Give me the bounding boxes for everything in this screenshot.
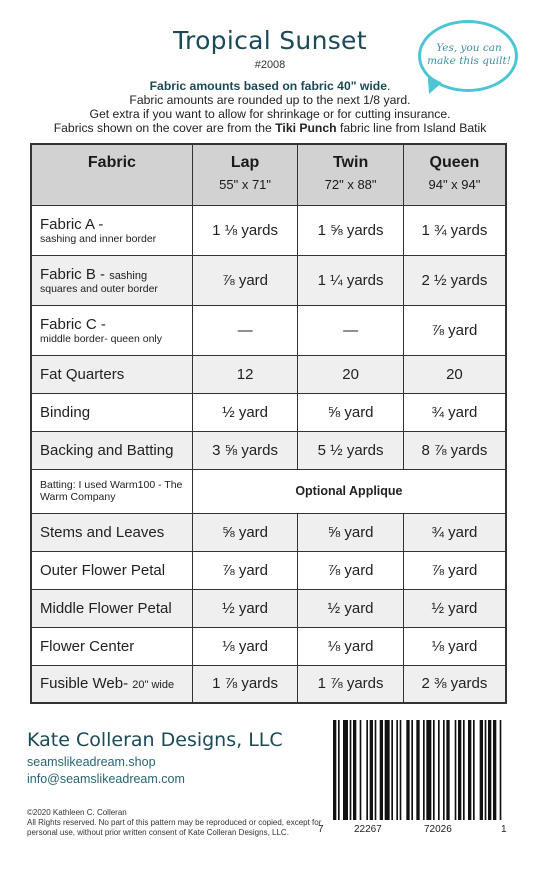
queen-amount: ⅞ yard <box>403 551 506 589</box>
notes-line-1-bold: Fabric amounts based on fabric 40" wide <box>149 79 387 93</box>
header-lap <box>192 144 298 205</box>
twin-amount: ⅝ yard <box>298 393 404 431</box>
fabric-name <box>31 305 192 355</box>
twin-amount: ⅝ yard <box>298 513 404 551</box>
lap-amount: ⅝ yard <box>192 513 298 551</box>
lap-amount: — <box>192 305 298 355</box>
barcode-bar <box>366 720 368 820</box>
fabric-name: Outer Flower Petal <box>31 551 192 589</box>
notes-line-4-bold: Tiki Punch <box>275 121 337 135</box>
queen-amount: ½ yard <box>403 589 506 627</box>
optional-applique-heading: Optional Applique <box>192 469 506 513</box>
barcode-digit-group: 7 <box>318 824 324 835</box>
optional-applique-row <box>31 469 506 513</box>
row-label: Fabric A - <box>40 215 104 233</box>
barcode-bar <box>500 720 502 820</box>
twin-amount: 5 ½ yards <box>298 431 404 469</box>
notes-line-3: Get extra if you want to allow for shrinkage or for cutting insurance. <box>89 107 451 121</box>
lap-amount: ⅞ yard <box>192 551 298 589</box>
row-sublabel: middle border- queen only <box>40 332 162 345</box>
legal-text: All Rights reserved. No part of this pattern may be reproduced or copied, except for personal use, without prior written consent of Kate Colleran Designs, LLC. <box>27 818 322 837</box>
fabric-name: Middle Flower Petal <box>31 589 192 627</box>
barcode-bar <box>411 720 413 820</box>
barcode-bar <box>406 720 409 820</box>
notes-line-4-start: Fabrics shown on the cover are from the <box>53 121 276 135</box>
lap-amount: ⅛ yard <box>192 627 298 665</box>
queen-amount: 2 ½ yards <box>403 255 506 305</box>
pattern-number: #2008 <box>254 59 286 71</box>
barcode-bar <box>473 720 475 820</box>
barcode <box>333 720 503 838</box>
barcode-bar <box>488 720 491 820</box>
row-inline-label: 20" wide <box>132 679 175 692</box>
barcode-bar <box>468 720 471 820</box>
barcode-bar <box>438 720 440 820</box>
barcode-bar <box>333 720 336 820</box>
barcode-bar <box>463 720 465 820</box>
lap-amount: 1 ⅛ yards <box>192 205 298 255</box>
barcode-bar <box>433 720 435 820</box>
barcode-digit-group: 22267 <box>354 824 382 835</box>
table-header-row <box>31 144 506 205</box>
barcode-digit-group: 72026 <box>424 824 452 835</box>
queen-amount: 20 <box>403 355 506 393</box>
notes-line-1 <box>10 79 530 93</box>
barcode-bar <box>396 720 398 820</box>
notes-line-2: Fabric amounts are rounded up to the next 1/8 yard. <box>129 93 411 107</box>
table-row <box>31 393 506 431</box>
fabric-name <box>31 205 192 255</box>
barcode-bar <box>480 720 483 820</box>
twin-amount: — <box>298 305 404 355</box>
twin-amount: 1 ⅞ yards <box>298 665 404 703</box>
twin-amount: 1 ⅝ yards <box>298 205 404 255</box>
lap-amount: ½ yard <box>192 589 298 627</box>
table-row <box>31 627 506 665</box>
row-label: Fabric C - <box>40 315 106 333</box>
header-dimensions: 72" x 88" <box>324 177 377 192</box>
fabric-name: Stems and Leaves <box>31 513 192 551</box>
fabric-name <box>31 665 192 703</box>
row-sublabel: sashing and inner border <box>40 232 157 245</box>
barcode-bar <box>338 720 340 820</box>
fabric-name <box>31 255 192 305</box>
header-dimensions: 55" x 71" <box>219 177 272 192</box>
table-row <box>31 551 506 589</box>
queen-amount: ⅞ yard <box>403 305 506 355</box>
company-name: Kate Colleran Designs, LLC <box>27 729 283 751</box>
barcode-bar <box>350 720 352 820</box>
barcode-bar <box>443 720 445 820</box>
queen-amount: ¾ yard <box>403 393 506 431</box>
queen-amount: 2 ⅜ yards <box>403 665 506 703</box>
queen-amount: ¾ yard <box>403 513 506 551</box>
batting-note: Batting: I used Warm100 - The Warm Company <box>31 469 192 513</box>
email-link[interactable]: info@seamslikeadream.com <box>27 772 185 786</box>
barcode-bar <box>446 720 449 820</box>
row-label: Fabric B - <box>40 265 106 283</box>
table-row <box>31 255 506 305</box>
barcode-bar <box>380 720 383 820</box>
row-label: Fusible Web- <box>40 675 129 693</box>
header-queen <box>403 144 506 205</box>
header-label: Queen <box>429 154 480 171</box>
row-sublabel: squares and outer border <box>40 282 158 295</box>
notes-line-4 <box>10 121 530 135</box>
fabric-name: Backing and Batting <box>31 431 192 469</box>
table-row <box>31 665 506 703</box>
header-twin <box>298 144 404 205</box>
barcode-bar <box>360 720 362 820</box>
header-label: Fabric <box>87 154 136 171</box>
header-dimensions: 94" x 94" <box>428 177 481 192</box>
barcode-bar <box>493 720 496 820</box>
page-title: Tropical Sunset <box>173 26 367 55</box>
notes-line-1-end: . <box>387 79 391 93</box>
table-row <box>31 305 506 355</box>
lap-amount: 12 <box>192 355 298 393</box>
twin-amount: 1 ¼ yards <box>298 255 404 305</box>
table-row <box>31 205 506 255</box>
barcode-bar <box>423 720 425 820</box>
barcode-bar <box>353 720 356 820</box>
table-row <box>31 513 506 551</box>
lap-amount: ⅞ yard <box>192 255 298 305</box>
twin-amount: ⅛ yard <box>298 627 404 665</box>
barcode-bar <box>416 720 419 820</box>
barcode-bar <box>458 720 461 820</box>
lap-amount: ½ yard <box>192 393 298 431</box>
twin-amount: 20 <box>298 355 404 393</box>
barcode-bar <box>343 720 348 820</box>
queen-amount: 8 ⅞ yards <box>403 431 506 469</box>
barcode-bar <box>385 720 390 820</box>
barcode-bar <box>391 720 393 820</box>
queen-amount: ⅛ yard <box>403 627 506 665</box>
twin-amount: ½ yard <box>298 589 404 627</box>
contact-links <box>27 754 185 788</box>
copyright-line: ©2020 Kathleen C. Colleran <box>27 808 127 817</box>
lap-amount: 3 ⅝ yards <box>192 431 298 469</box>
barcode-bar <box>426 720 431 820</box>
copyright-notice <box>27 808 327 838</box>
barcode-bar <box>455 720 457 820</box>
website-link[interactable]: seamslikeadream.shop <box>27 755 156 769</box>
barcode-bar <box>370 720 373 820</box>
queen-amount: 1 ¾ yards <box>403 205 506 255</box>
fabric-table <box>30 143 507 704</box>
fabric-notes <box>10 79 530 135</box>
row-inline-label: sashing <box>109 269 148 282</box>
table-row <box>31 355 506 393</box>
speech-bubble-text: Yes, you can make this quilt! <box>427 42 511 67</box>
barcode-digit-group: 1 <box>501 824 507 835</box>
lap-amount: 1 ⅞ yards <box>192 665 298 703</box>
header-fabric <box>31 144 192 205</box>
fabric-name: Flower Center <box>31 627 192 665</box>
header-label: Twin <box>332 154 369 171</box>
barcode-bar <box>400 720 402 820</box>
barcode-bar <box>375 720 377 820</box>
table-row <box>31 589 506 627</box>
fabric-name: Fat Quarters <box>31 355 192 393</box>
header-label: Lap <box>230 154 260 171</box>
fabric-name: Binding <box>31 393 192 431</box>
twin-amount: ⅞ yard <box>298 551 404 589</box>
notes-line-4-end: fabric line from Island Batik <box>336 121 487 135</box>
table-row <box>31 431 506 469</box>
barcode-bar <box>485 720 487 820</box>
